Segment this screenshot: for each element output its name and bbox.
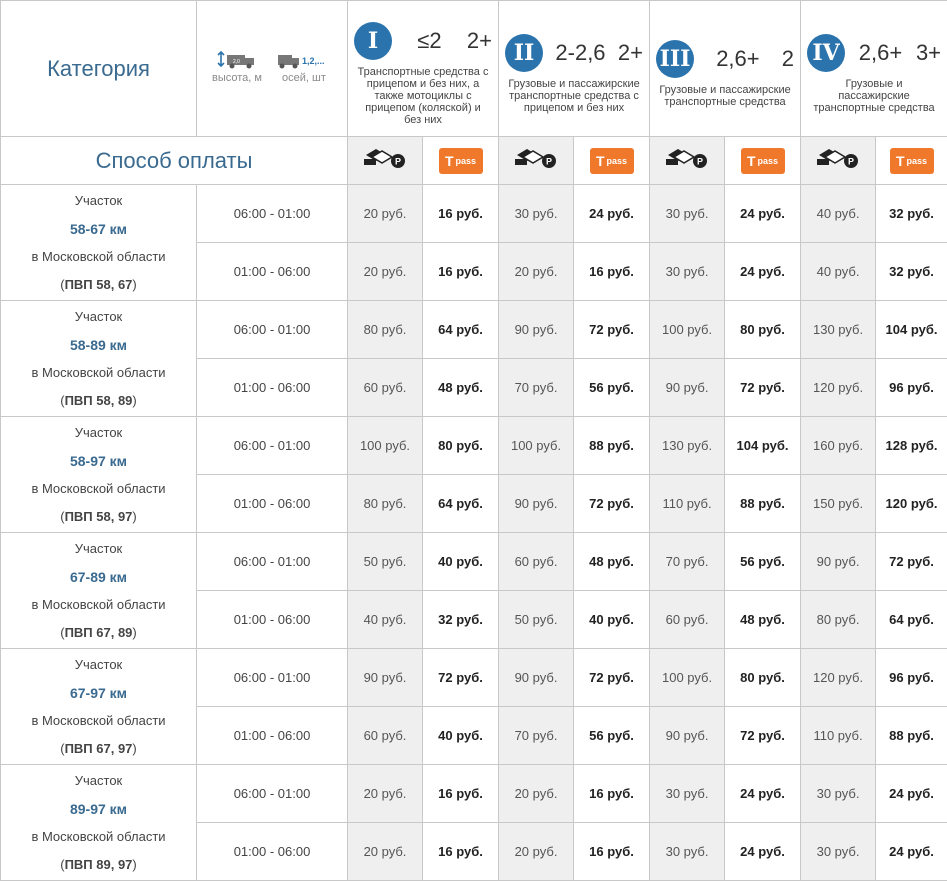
price-tpass: 72 руб. [876,533,947,591]
section-label [1,185,197,301]
price-tpass: 32 руб. [423,591,499,649]
price-cash: 90 руб. [348,649,423,707]
price-cash: 30 руб. [650,243,725,301]
svg-text:1,2,...: 1,2,... [302,56,325,66]
price-cash: 90 руб. [801,533,876,591]
cash-payment-icon [801,137,876,185]
price-tpass: 48 руб. [574,533,650,591]
tpass-payment-icon: T pass [876,137,947,185]
price-tpass: 48 руб. [725,591,801,649]
price-cash: 120 руб. [801,359,876,417]
price-tpass: 96 руб. [876,649,947,707]
price-cash: 30 руб. [650,823,725,881]
time-interval: 01:00 - 06:00 [197,359,348,417]
time-interval: 01:00 - 06:00 [197,243,348,301]
price-tpass: 72 руб. [423,649,499,707]
price-tpass: 80 руб. [725,649,801,707]
cash-payment-icon [348,137,423,185]
section-label [1,417,197,533]
time-interval: 06:00 - 01:00 [197,301,348,359]
section-pvp: (ПВП 58, 97) [1,503,196,531]
class-3-description: Грузовые и пассажирские транспортные средства [650,78,800,108]
payment-row [1,137,947,185]
section-prefix: Участок [1,767,196,795]
section-prefix: Участок [1,651,196,679]
section-prefix: Участок [1,419,196,447]
class-3-header [650,1,801,137]
price-tpass: 80 руб. [423,417,499,475]
class-1-header [348,1,499,137]
class-2-badge: II [505,34,543,72]
class-header-row [1,1,947,137]
time-interval: 01:00 - 06:00 [197,475,348,533]
class-2-header [499,1,650,137]
height-param [212,48,262,84]
price-tpass: 128 руб. [876,417,947,475]
price-cash: 100 руб. [499,417,574,475]
price-cash: 20 руб. [348,185,423,243]
section-region: в Московской области [1,823,196,851]
time-interval: 01:00 - 06:00 [197,823,348,881]
price-cash: 70 руб. [650,533,725,591]
price-cash: 130 руб. [801,301,876,359]
class-3-height: 2,6+ [716,46,759,72]
section-km: 67-89 км [1,563,196,591]
class-4-header [801,1,947,137]
price-tpass: 120 руб. [876,475,947,533]
price-tpass: 24 руб. [725,243,801,301]
truck-axles-icon [276,48,332,70]
price-cash: 20 руб. [499,823,574,881]
cash-payment-icon [650,137,725,185]
section-km: 89-97 км [1,795,196,823]
svg-text:P: P [697,157,703,167]
section-label [1,765,197,881]
price-tpass: 72 руб. [574,301,650,359]
price-cash: 90 руб. [650,707,725,765]
class-4-description: Грузовые и пассажирские транспортные средства [801,72,947,114]
price-cash: 80 руб. [348,301,423,359]
price-cash: 20 руб. [348,823,423,881]
tpass-payment-icon: T pass [574,137,650,185]
price-cash: 100 руб. [650,649,725,707]
price-cash: 90 руб. [499,301,574,359]
section-label [1,301,197,417]
tariff-row [1,301,947,359]
price-tpass: 16 руб. [574,765,650,823]
price-cash: 20 руб. [499,243,574,301]
tariff-row [1,533,947,591]
price-tpass: 56 руб. [725,533,801,591]
price-cash: 100 руб. [348,417,423,475]
price-tpass: 56 руб. [574,359,650,417]
price-cash: 20 руб. [499,765,574,823]
price-cash: 30 руб. [499,185,574,243]
section-km: 58-67 км [1,215,196,243]
price-cash: 130 руб. [650,417,725,475]
payment-title: Способ оплаты [1,137,348,185]
price-tpass: 24 руб. [876,765,947,823]
price-cash: 60 руб. [650,591,725,649]
section-pvp: (ПВП 58, 89) [1,387,196,415]
axles-param [276,48,332,84]
price-cash: 30 руб. [801,823,876,881]
price-tpass: 16 руб. [574,823,650,881]
class-4-axles: 3+ [916,40,941,66]
price-cash: 160 руб. [801,417,876,475]
price-cash: 50 руб. [348,533,423,591]
price-cash: 50 руб. [499,591,574,649]
class-2-axles: 2+ [618,40,643,66]
price-cash: 60 руб. [348,707,423,765]
price-tpass: 72 руб. [574,475,650,533]
section-region: в Московской области [1,707,196,735]
price-tpass: 64 руб. [423,301,499,359]
price-tpass: 40 руб. [574,591,650,649]
price-cash: 20 руб. [348,765,423,823]
section-region: в Московской области [1,243,196,271]
price-tpass: 40 руб. [423,533,499,591]
axles-label: осей, шт [282,72,326,84]
section-prefix: Участок [1,187,196,215]
time-interval: 06:00 - 01:00 [197,765,348,823]
class-1-height: ≤2 [417,28,441,54]
class-3-badge: III [656,40,694,78]
price-cash: 30 руб. [650,185,725,243]
section-region: в Московской области [1,475,196,503]
section-prefix: Участок [1,535,196,563]
tariff-row [1,185,947,243]
class-4-height: 2,6+ [859,40,902,66]
time-interval: 01:00 - 06:00 [197,591,348,649]
svg-text:P: P [848,157,854,167]
section-km: 67-97 км [1,679,196,707]
price-cash: 100 руб. [650,301,725,359]
class-3-axles: 2 [782,46,794,72]
section-pvp: (ПВП 67, 97) [1,735,196,763]
price-tpass: 80 руб. [725,301,801,359]
tpass-payment-icon: T pass [725,137,801,185]
tariff-row [1,417,947,475]
time-interval: 01:00 - 06:00 [197,707,348,765]
section-km: 58-89 км [1,331,196,359]
tariff-row [1,765,947,823]
category-title: Категория [1,1,197,137]
price-tpass: 24 руб. [725,765,801,823]
cash-payment-icon [499,137,574,185]
truck-height-icon [215,48,259,70]
price-cash: 150 руб. [801,475,876,533]
price-tpass: 56 руб. [574,707,650,765]
price-tpass: 32 руб. [876,185,947,243]
price-cash: 60 руб. [348,359,423,417]
price-cash: 80 руб. [348,475,423,533]
price-tpass: 40 руб. [423,707,499,765]
price-tpass: 32 руб. [876,243,947,301]
price-cash: 80 руб. [801,591,876,649]
price-cash: 70 руб. [499,707,574,765]
time-interval: 06:00 - 01:00 [197,533,348,591]
price-cash: 20 руб. [348,243,423,301]
price-tpass: 16 руб. [423,823,499,881]
price-tpass: 72 руб. [725,359,801,417]
class-4-badge: IV [807,34,845,72]
price-tpass: 24 руб. [574,185,650,243]
class-1-axles: 2+ [467,28,492,54]
price-tpass: 104 руб. [725,417,801,475]
price-tpass: 24 руб. [725,823,801,881]
price-tpass: 64 руб. [876,591,947,649]
price-tpass: 88 руб. [876,707,947,765]
height-label: высота, м [212,72,262,84]
params-legend [197,1,348,137]
price-tpass: 72 руб. [725,707,801,765]
price-cash: 90 руб. [650,359,725,417]
price-cash: 40 руб. [348,591,423,649]
class-2-description: Грузовые и пассажирские транспортные средства с прицепом и без них [499,72,649,114]
svg-text:P: P [546,157,552,167]
section-prefix: Участок [1,303,196,331]
price-tpass: 72 руб. [574,649,650,707]
section-km: 58-97 км [1,447,196,475]
price-tpass: 64 руб. [423,475,499,533]
price-cash: 110 руб. [650,475,725,533]
section-region: в Московской области [1,591,196,619]
price-tpass: 16 руб. [574,243,650,301]
price-tpass: 24 руб. [876,823,947,881]
price-cash: 40 руб. [801,185,876,243]
tariff-row [1,649,947,707]
tpass-payment-icon: T pass [423,137,499,185]
price-cash: 120 руб. [801,649,876,707]
time-interval: 06:00 - 01:00 [197,649,348,707]
section-pvp: (ПВП 89, 97) [1,851,196,879]
svg-text:2,0: 2,0 [233,59,240,65]
time-interval: 06:00 - 01:00 [197,417,348,475]
class-1-badge: I [354,22,392,60]
price-tpass: 16 руб. [423,185,499,243]
price-tpass: 88 руб. [725,475,801,533]
price-tpass: 16 руб. [423,765,499,823]
price-tpass: 16 руб. [423,243,499,301]
svg-text:P: P [395,157,401,167]
price-tpass: 24 руб. [725,185,801,243]
price-tpass: 48 руб. [423,359,499,417]
section-label [1,533,197,649]
section-pvp: (ПВП 58, 67) [1,271,196,299]
price-cash: 110 руб. [801,707,876,765]
price-cash: 70 руб. [499,359,574,417]
section-label [1,649,197,765]
class-1-description: Транспортные средства с прицепом и без них, а также мотоциклы с прицепом (коляской) и без них [348,60,498,126]
price-cash: 90 руб. [499,649,574,707]
section-region: в Московской области [1,359,196,387]
price-cash: 30 руб. [801,765,876,823]
section-pvp: (ПВП 67, 89) [1,619,196,647]
price-cash: 90 руб. [499,475,574,533]
price-cash: 30 руб. [650,765,725,823]
price-cash: 60 руб. [499,533,574,591]
price-cash: 40 руб. [801,243,876,301]
price-tpass: 96 руб. [876,359,947,417]
class-2-height: 2-2,6 [555,40,605,66]
time-interval: 06:00 - 01:00 [197,185,348,243]
price-tpass: 104 руб. [876,301,947,359]
price-tpass: 88 руб. [574,417,650,475]
